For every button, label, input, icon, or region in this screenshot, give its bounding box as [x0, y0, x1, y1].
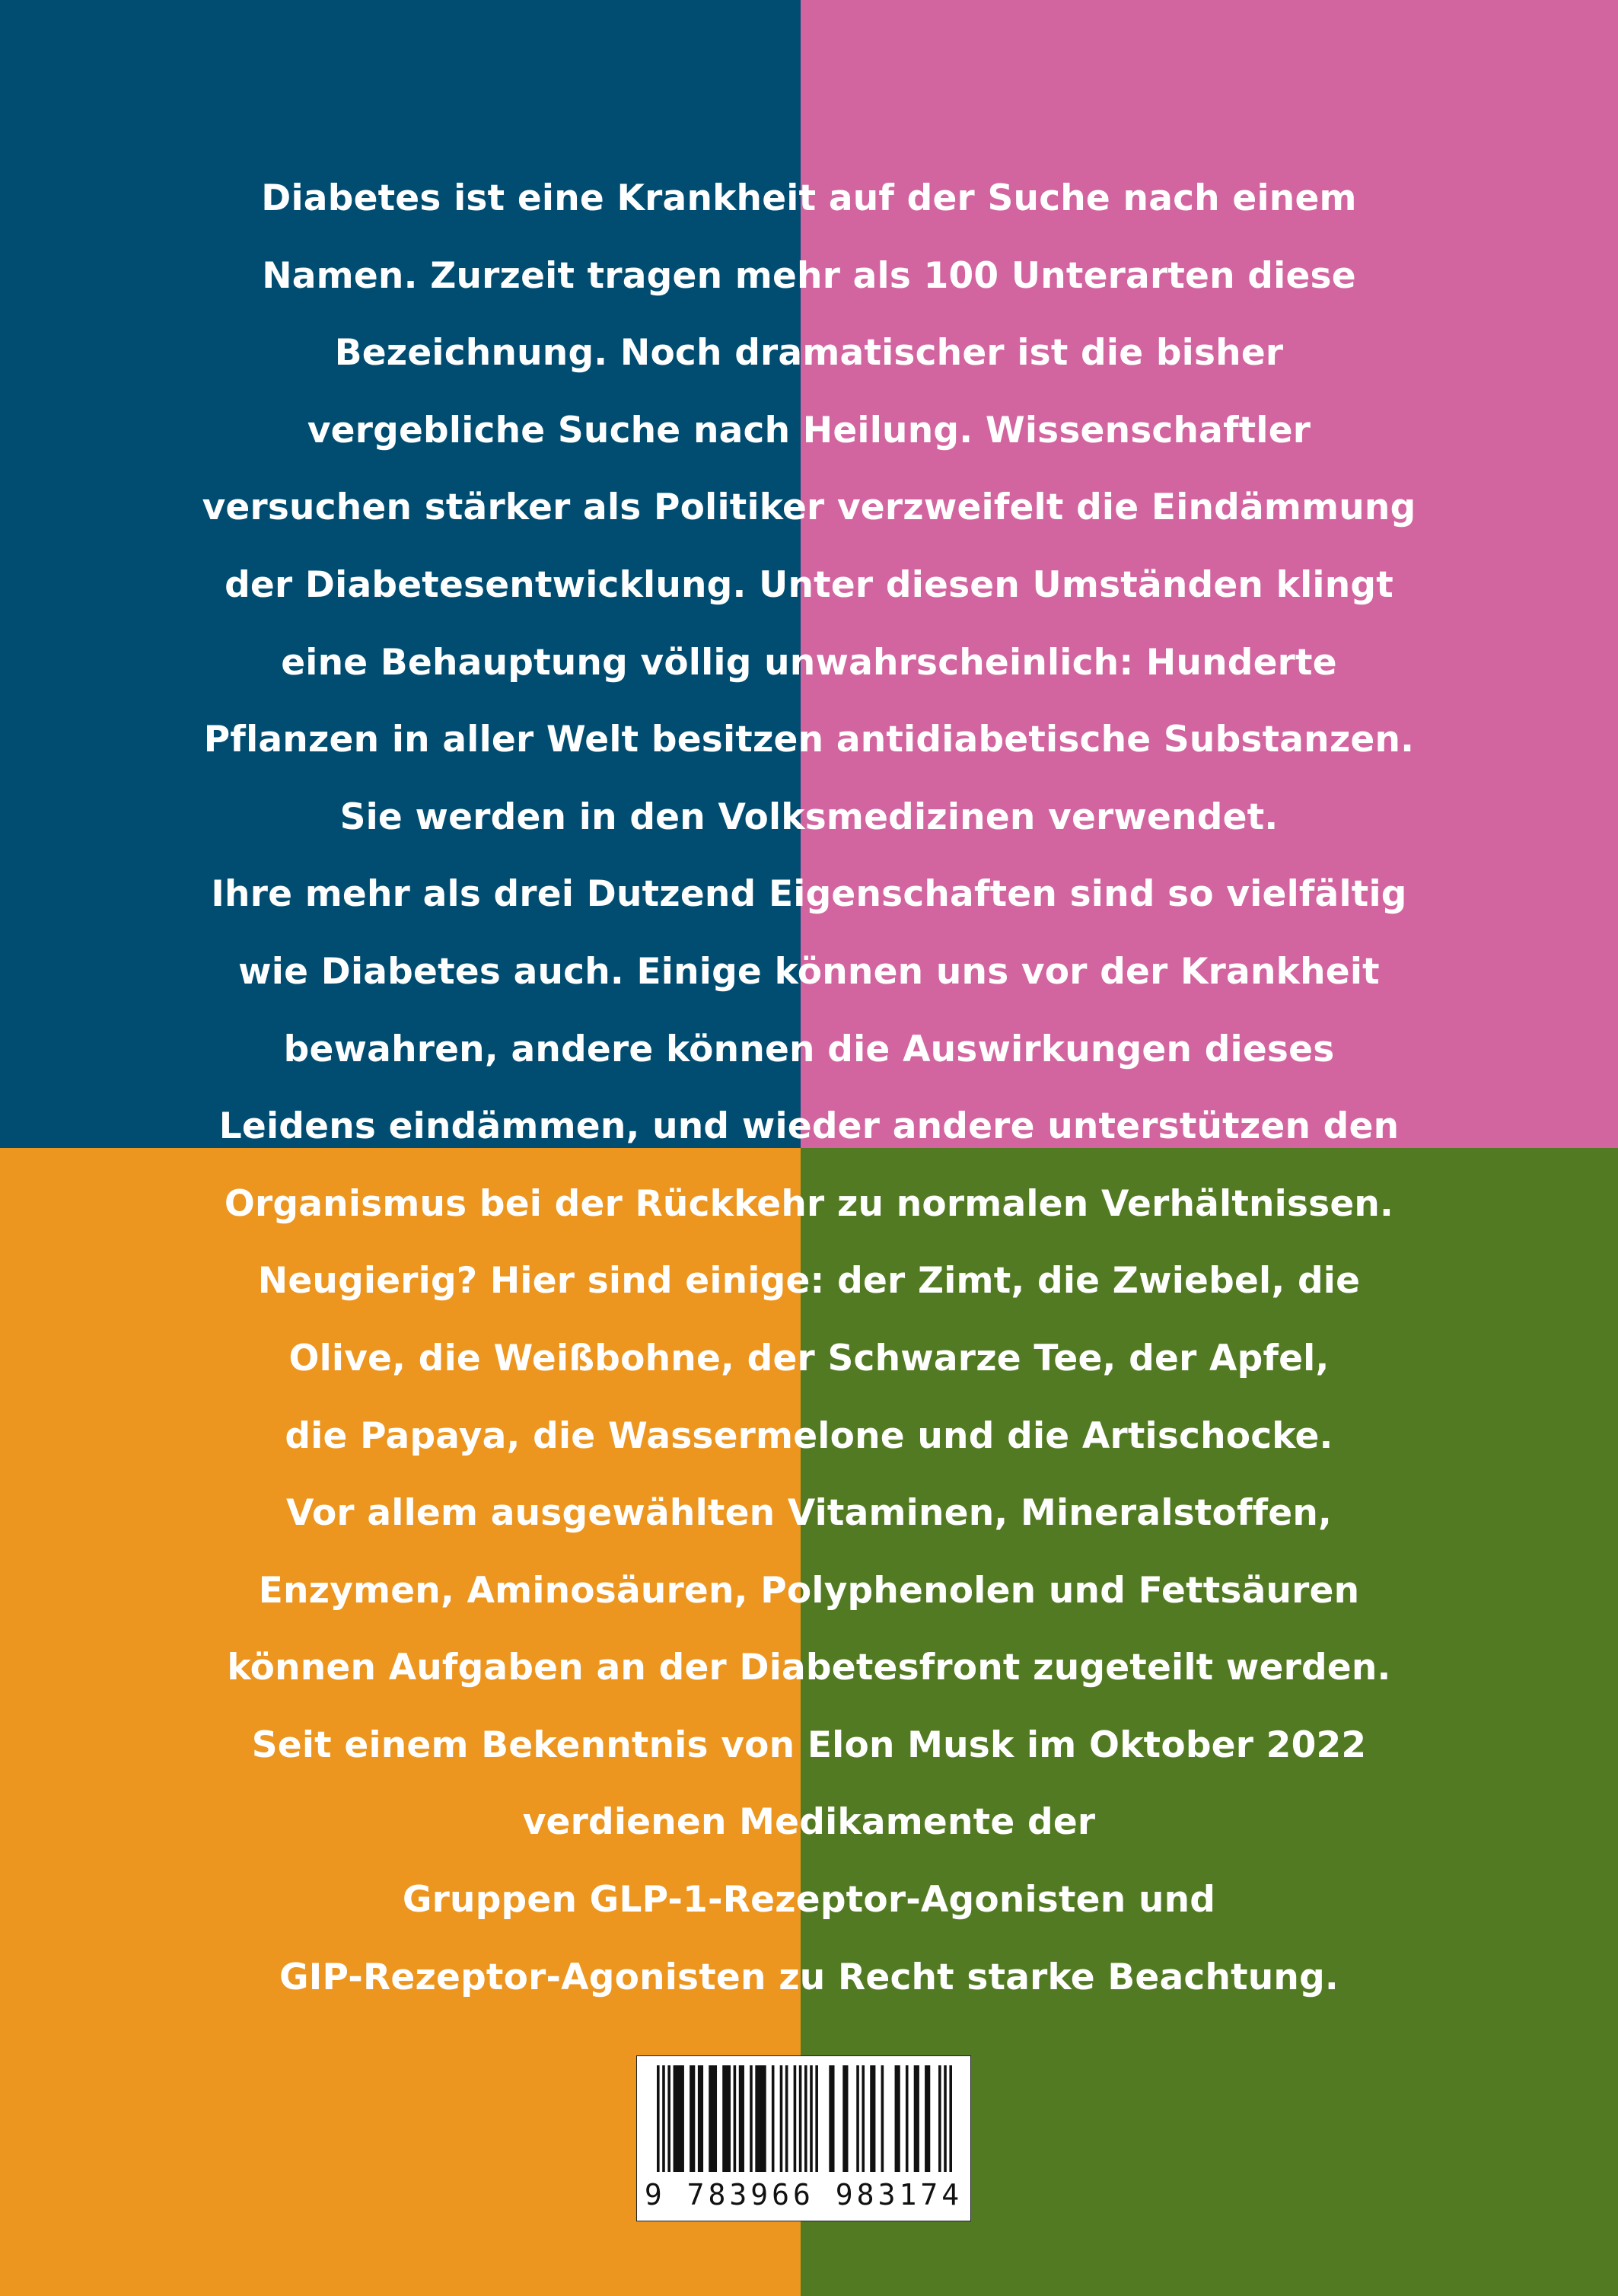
blurb-line: wie Diabetes auch. Einige können uns vor der Krankheit: [238, 950, 1380, 993]
barcode-bar: [667, 2065, 670, 2172]
blurb-line: Neugierig? Hier sind einige: der Zimt, die Zwiebel, die: [257, 1260, 1361, 1303]
barcode-bar: [794, 2065, 797, 2172]
barcode-bar: [829, 2065, 834, 2172]
barcode-bar: [842, 2065, 848, 2172]
barcode-bar: [750, 2065, 753, 2172]
blurb-line: Pflanzen in aller Welt besitzen antidiabetische Substanzen.: [203, 719, 1415, 761]
blurb-line: können Aufgaben an der Diabetesfront zugeteilt werden.: [227, 1647, 1391, 1689]
blurb-line: versuchen stärker als Politiker verzweifelt die Eindämmung: [202, 486, 1416, 529]
blurb-line: Sie werden in den Volksmedizinen verwendet.: [339, 796, 1279, 838]
blurb-line: Diabetes ist eine Krankheit auf der Suche nach einem: [261, 177, 1357, 219]
barcode-bar: [906, 2065, 909, 2172]
barcode-bar: [698, 2065, 703, 2172]
blurb-line: vergebliche Suche nach Heilung. Wissenschaftler: [307, 409, 1311, 451]
barcode-bar: [739, 2065, 744, 2172]
barcode-bar: [657, 2065, 660, 2172]
blurb-line: Vor allem ausgewählten Vitaminen, Mineralstoffen,: [285, 1492, 1333, 1535]
back-cover-blurb: [0, 160, 1618, 2016]
isbn-number: 9 783966 983174: [644, 2178, 963, 2211]
barcode-bar: [772, 2065, 775, 2172]
barcode-bar: [914, 2065, 919, 2172]
barcode-bar: [734, 2065, 737, 2172]
isbn-barcode: [636, 2055, 971, 2221]
barcode-bar: [925, 2065, 930, 2172]
blurb-line: Olive, die Weißbohne, der Schwarze Tee, der Apfel,: [288, 1337, 1330, 1379]
blurb-line: Seit einem Bekenntnis von Elon Musk im Oktober 2022: [251, 1724, 1367, 1766]
barcode-bar: [944, 2065, 947, 2172]
barcode-bar: [815, 2065, 818, 2172]
barcode-bar: [881, 2065, 884, 2172]
barcode-bar: [862, 2065, 865, 2172]
blurb-line: GIP-Rezeptor-Agonisten zu Recht starke Beachtung.: [279, 1956, 1339, 1998]
blurb-line: Enzymen, Aminosäuren, Polyphenolen und Fettsäuren: [258, 1569, 1360, 1612]
barcode-bar: [755, 2065, 766, 2172]
blurb-line: die Papaya, die Wassermelone und die Artischocke.: [285, 1414, 1333, 1457]
barcode-bar: [709, 2065, 717, 2172]
blurb-line: der Diabetesentwicklung. Unter diesen Umständen klingt: [225, 563, 1393, 606]
barcode-bar: [938, 2065, 941, 2172]
barcode-bar: [870, 2065, 875, 2172]
blurb-line: Organismus bei der Rückkehr zu normalen Verhältnissen.: [224, 1182, 1394, 1225]
barcode-bar: [780, 2065, 783, 2172]
blurb-line: Leidens eindämmen, und wieder andere unterstützen den: [218, 1105, 1400, 1148]
barcode-bars: [657, 2065, 952, 2180]
barcode-bar: [690, 2065, 695, 2172]
blurb-line: verdienen Medikamente der: [522, 1801, 1096, 1844]
barcode-bar: [949, 2065, 952, 2172]
barcode-bar: [662, 2065, 665, 2172]
blurb-line: eine Behauptung völlig unwahrscheinlich: Hunderte: [281, 641, 1337, 684]
barcode-bar: [722, 2065, 731, 2172]
barcode-bar: [799, 2065, 802, 2172]
barcode-bar: [856, 2065, 859, 2172]
blurb-line: Gruppen GLP-1-Rezeptor-Agonisten und: [402, 1879, 1216, 1921]
blurb-line: Namen. Zurzeit tragen mehr als 100 Unterarten diese: [262, 254, 1356, 297]
barcode-bar: [810, 2065, 813, 2172]
barcode-bar: [785, 2065, 788, 2172]
barcode-bar: [804, 2065, 807, 2172]
blurb-line: Ihre mehr als drei Dutzend Eigenschaften sind so vielfältig: [211, 873, 1407, 916]
blurb-line: bewahren, andere können die Auswirkungen dieses: [283, 1028, 1335, 1070]
barcode-bar: [674, 2065, 684, 2172]
blurb-line: Bezeichnung. Noch dramatischer ist die bisher: [334, 332, 1284, 375]
barcode-bar: [895, 2065, 900, 2172]
